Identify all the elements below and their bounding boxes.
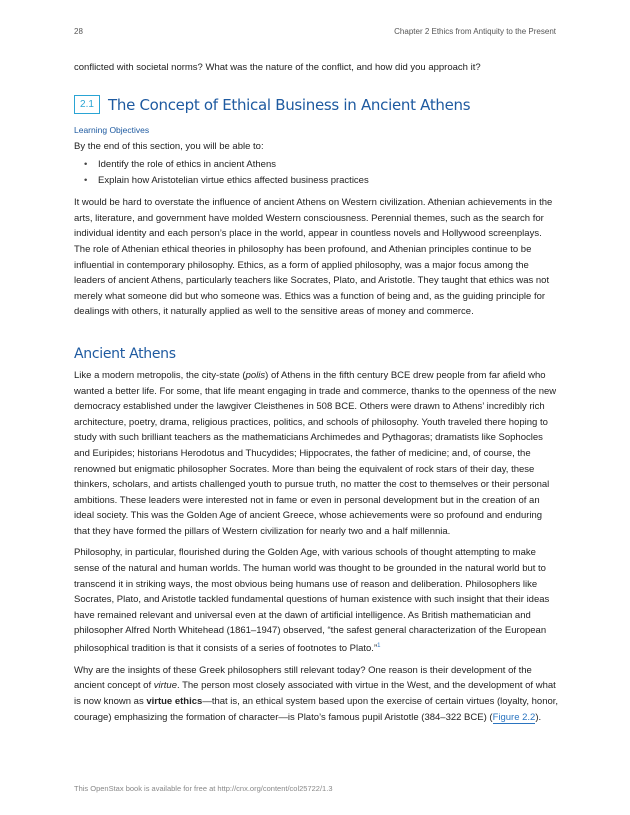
running-chapter-title: Chapter 2 Ethics from Antiquity to the Present (394, 27, 556, 36)
key-term-virtue-ethics: virtue ethics (146, 695, 203, 707)
learning-objectives-list (74, 157, 560, 189)
text-run: Like a modern metropolis, the city-state ( (74, 369, 246, 381)
learning-objectives-heading: Learning Objectives (74, 124, 150, 135)
text-run: Philosophy, in particular, flourished during the Golden Age, with various schools of thought attempting to make sense of the natural and human worlds. The human world was thought to be grounded in the natural world but to transcend it in striking ways, the most obvious being humans use of reason and deliberation. Philosophers like Socrates, Plato, and Aristotle tackled fundamental questions of human existence with such insight that their ideas have remained relevant and universal even at the dawn of artificial intelligence. As British mathematician and philosopher Alfred North Whitehead (1861–1947) observed, “the safest general characterization of the European philosophical tradition is that it consists of a series of footnotes to Plato.” (74, 547, 550, 655)
page-number: 28 (74, 27, 83, 36)
page-content (74, 60, 560, 731)
body-paragraph-2 (74, 368, 560, 540)
text-run: —that is, an ethical system based upon the exercise of certain virtues (loyalty, honor, courage) emphasizing the formation of character—is Plato’s famous pupil Aristotle (384–322 BCE) ( (74, 695, 559, 723)
section-number-badge: 2.1 (74, 95, 100, 114)
intro-paragraph-tail: conflicted with societal norms? What was the nature of the conflict, and how did you approach it? (74, 62, 481, 73)
text-run: Why are the insights of these Greek philosophers still relevant today? One reason is their development of the ancient concept of (74, 664, 532, 692)
body-paragraph-3 (74, 545, 560, 656)
page-footer: This OpenStax book is available for free at http://cnx.org/content/col25722/1.3 (74, 784, 333, 793)
section-heading (74, 94, 560, 116)
emphasis-polis: polis (245, 369, 266, 381)
page-header (74, 27, 556, 39)
text-run: ) of Athens in the fifth century BCE drew people from far afield who wanted a better life. For some, that life meant engaging in trade and commerce, thanks to the openness of the new democracy established under the lawgiver Cleisthenes in 508 BCE. Others were drawn to Athens’ incredibly rich architecture, poetry, drama, religious practices, politics, and schools of philosophy. Youth traveled there hoping to study with such brilliant teachers as the mathematicians Archimedes and Pythagoras; dramatists like Sophocles and Euripides; historians Herodotus and Thucydides; Hippocrates, the father of medicine; and, of course, the renowned but enigmatic philosopher Socrates. More than being the equivalent of rock stars of their day, these thinkers, scholars, and artists challenged youth to pursue truth, no matter the cost to themselves or their personal ambitions. These leaders were interested not in fame or even in personal development but in the creation of an ideal society. This was the Golden Age of ancient Greece, whose achievements were so profound and enduring that they have formed the pillars of Western civilization for nearly two and a half millennia. (74, 369, 557, 537)
text-run: . The person most closely associated with virtue in the West, and the development of what is now known as (74, 680, 556, 707)
footnote-marker[interactable]: 1 (377, 643, 381, 650)
figure-link[interactable]: Figure 2.2 (492, 711, 536, 723)
body-paragraph-1: It would be hard to overstate the influence of ancient Athens on Western civilization. Athenian achievements in the arts, literature, and government have molded Western consciousness. Perennial themes, such as the search for individual identity and each person’s place in the world, appear in countless novels and Hollywood screenplays. The role of Athenian ethical theories in philosophy has been profound, and Athenian principles continue to be influential in contemporary philosophy. Ethics, as a form of applied philosophy, was a major focus among the leaders of ancient Athens, particularly teachers like Socrates, Plato, and Aristotle. They taught that ethics was not merely what someone did but who someone was. Ethics was a function of being and, as the guiding principle for dealings with others, it naturally applied as well to the sensitive areas of money and commerce. (74, 197, 553, 318)
learning-objective-item: • Identify the role of ethics in ancient Athens (84, 157, 560, 173)
body-paragraph-4 (74, 663, 560, 725)
section-title: The Concept of Ethical Business in Ancient Athens (108, 95, 471, 114)
learning-objectives-intro: By the end of this section, you will be able to: (74, 140, 264, 152)
subsection-title: Ancient Athens (74, 345, 176, 362)
emphasis-virtue: virtue (153, 680, 177, 692)
text-run: ). (535, 711, 542, 723)
learning-objective-item: • Explain how Aristotelian virtue ethics affected business practices (84, 173, 560, 189)
